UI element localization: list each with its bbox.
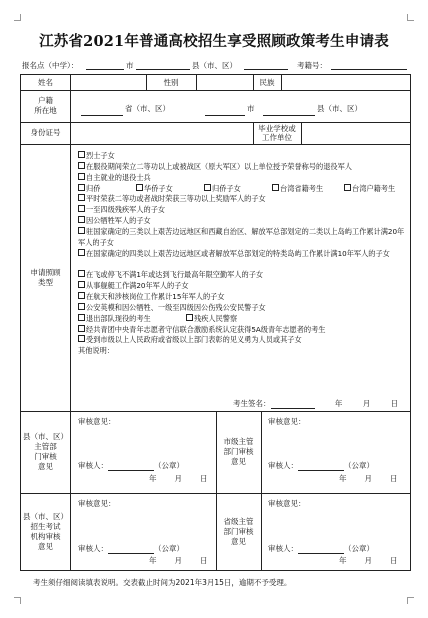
province-field[interactable] bbox=[81, 106, 123, 116]
checkbox[interactable] bbox=[78, 314, 85, 321]
province-label: 省（市、区） bbox=[125, 104, 170, 113]
category-item[interactable]: 平时荣获二等功或者战时荣获三等功以上奖励军人的子女 bbox=[78, 194, 408, 205]
name-input[interactable] bbox=[71, 75, 146, 90]
city-dept-opinion: 审核意见： bbox=[268, 417, 306, 426]
checkbox[interactable] bbox=[344, 184, 351, 191]
city-label: 市 bbox=[247, 104, 255, 113]
category-item[interactable]: 归侨子女 bbox=[204, 184, 241, 195]
city-dept-date: 年 月 日 bbox=[339, 474, 398, 483]
ethnicity-label: 民族 bbox=[259, 77, 275, 87]
prov-dept-label: 省级主管 部门审核 意见 bbox=[223, 516, 254, 546]
county-exam-date: 年 月 日 bbox=[149, 556, 208, 565]
county-blank[interactable] bbox=[244, 60, 288, 70]
checkbox[interactable] bbox=[78, 184, 85, 191]
prov-dept-date: 年 月 日 bbox=[339, 556, 398, 565]
signature-field[interactable] bbox=[271, 399, 315, 409]
name-label: 姓名 bbox=[38, 77, 53, 87]
checkbox[interactable] bbox=[78, 216, 85, 223]
checkbox[interactable] bbox=[78, 151, 85, 158]
prov-dept-reviewer: 审核人： （公章） bbox=[268, 544, 374, 553]
checkbox[interactable] bbox=[78, 173, 85, 180]
household-fields bbox=[71, 90, 410, 122]
category-item[interactable]: 在国家确定的四类以上艰苦边远地区或者解放军总部划定的特类岛屿工作累计满10年军人的子女 bbox=[78, 249, 408, 271]
corner-mark bbox=[407, 14, 414, 21]
application-form bbox=[20, 74, 411, 571]
category-item[interactable]: 公安英模和因公牺牲、一级至四级因公伤残公安民警子女 bbox=[78, 303, 408, 314]
category-item[interactable]: 在航天和涉核岗位工作累计15年军人的子女 bbox=[78, 292, 408, 303]
checkbox[interactable] bbox=[78, 227, 85, 234]
city-label: 市 bbox=[126, 61, 134, 70]
checkbox[interactable] bbox=[78, 335, 85, 342]
other-notes[interactable]: 其他说明： bbox=[78, 346, 114, 356]
checkbox[interactable] bbox=[136, 184, 143, 191]
page-title: 江苏省2021年普通高校招生享受照顾政策考生申请表 bbox=[39, 33, 389, 50]
category-item[interactable]: 归侨 bbox=[78, 184, 100, 195]
id-card-label: 身份证号 bbox=[30, 128, 61, 137]
checkbox[interactable] bbox=[78, 249, 85, 256]
county-field[interactable] bbox=[263, 106, 315, 116]
county-field[interactable] bbox=[136, 60, 190, 70]
city-dept-reviewer: 审核人： （公章） bbox=[268, 461, 374, 470]
category-item[interactable]: 受到市级以上人民政府或省级以上部门表彰的见义勇为人员或其子女 bbox=[78, 335, 408, 346]
category-item[interactable]: 经共青团中央青年志愿者守信联合激励系统认定获得5A级青年志愿者的考生 bbox=[78, 325, 408, 336]
checkbox[interactable] bbox=[272, 184, 279, 191]
gender-input[interactable] bbox=[197, 75, 253, 90]
county-dept-reviewer: 审核人： （公章） bbox=[78, 461, 184, 470]
county-label: 县（市、区） bbox=[192, 61, 237, 70]
checkbox[interactable] bbox=[78, 303, 85, 310]
footer-note: 考生须仔细阅读填表说明。交表截止时间为2021年3月15日，逾期不予受理。 bbox=[33, 578, 292, 587]
school-label: 毕业学校或 工作单位 bbox=[258, 124, 296, 142]
checkbox[interactable] bbox=[78, 281, 85, 288]
county-label: 县（市、区） bbox=[317, 104, 362, 113]
category-list bbox=[78, 151, 408, 357]
county-dept-label: 县（市、区） 主管部 门审核 意见 bbox=[23, 432, 68, 471]
county-exam-label: 县（市、区） 招生考试 机构审核 意见 bbox=[23, 511, 68, 551]
county-exam-opinion: 审核意见： bbox=[78, 499, 116, 508]
checkbox[interactable] bbox=[78, 205, 85, 212]
school-input[interactable] bbox=[302, 122, 410, 144]
checkbox[interactable] bbox=[78, 325, 85, 332]
checkbox[interactable] bbox=[204, 184, 211, 191]
checkbox[interactable] bbox=[78, 194, 85, 201]
category-row-veteran bbox=[78, 314, 408, 325]
checkbox[interactable] bbox=[78, 292, 85, 299]
category-item[interactable]: 从事舰艇工作满20年军人的子女 bbox=[78, 281, 408, 292]
reg-point-field[interactable] bbox=[86, 60, 124, 70]
category-item[interactable]: 驻国家确定的三类以上艰苦边远地区和西藏自治区、解放军总部划定的二类以上岛屿工作累计满20年军人的子女 bbox=[78, 226, 405, 247]
category-item[interactable]: 退出部队现役的考生 bbox=[78, 314, 151, 325]
county-exam-reviewer: 审核人： （公章） bbox=[78, 544, 184, 553]
student-signature: 考生签名： 年 月 日 bbox=[233, 399, 399, 408]
reg-point-label: 报名点（中学）： bbox=[22, 61, 79, 70]
category-item[interactable]: 台湾省籍考生 bbox=[272, 184, 323, 195]
prov-dept-opinion: 审核意见： bbox=[268, 499, 306, 508]
county-dept-date: 年 月 日 bbox=[149, 474, 208, 483]
ethnicity-input[interactable] bbox=[282, 75, 410, 90]
corner-mark bbox=[14, 14, 21, 21]
exam-no-label: 考籍号： bbox=[297, 61, 327, 70]
category-item[interactable]: 一至四级残疾军人的子女 bbox=[78, 205, 408, 216]
checkbox[interactable] bbox=[78, 270, 85, 277]
category-item[interactable]: 自主就业的退役士兵 bbox=[78, 173, 408, 184]
id-card-input[interactable] bbox=[71, 122, 253, 144]
category-item[interactable]: 在服役期间荣立二等功以上或被战区（原大军区）以上单位授予荣誉称号的退役军人 bbox=[78, 162, 408, 173]
county-dept-opinion: 审核意见： bbox=[78, 417, 116, 426]
corner-mark bbox=[407, 597, 414, 604]
category-label: 申请照顾 类型 bbox=[30, 267, 61, 287]
category-item[interactable]: 因公牺牲军人的子女 bbox=[78, 216, 408, 227]
category-item[interactable]: 台湾户籍考生 bbox=[344, 184, 395, 195]
household-label: 户籍 所在地 bbox=[34, 96, 57, 115]
category-row-overseas bbox=[78, 184, 408, 195]
city-dept-label: 市级主管 部门审核 意见 bbox=[223, 437, 254, 466]
corner-mark bbox=[14, 597, 21, 604]
checkbox[interactable] bbox=[78, 162, 85, 169]
gender-label: 性别 bbox=[163, 77, 179, 87]
category-item[interactable]: 残疾人民警察 bbox=[186, 314, 237, 325]
registration-line bbox=[22, 60, 408, 74]
exam-no-field[interactable] bbox=[331, 60, 407, 70]
city-field[interactable] bbox=[205, 106, 245, 116]
checkbox[interactable] bbox=[186, 314, 193, 321]
category-item[interactable]: 烈士子女 bbox=[78, 151, 408, 162]
category-item[interactable]: 华侨子女 bbox=[136, 184, 173, 195]
category-item[interactable]: 在飞或停飞不满1年或达到飞行最高年限空勤军人的子女 bbox=[78, 270, 408, 281]
